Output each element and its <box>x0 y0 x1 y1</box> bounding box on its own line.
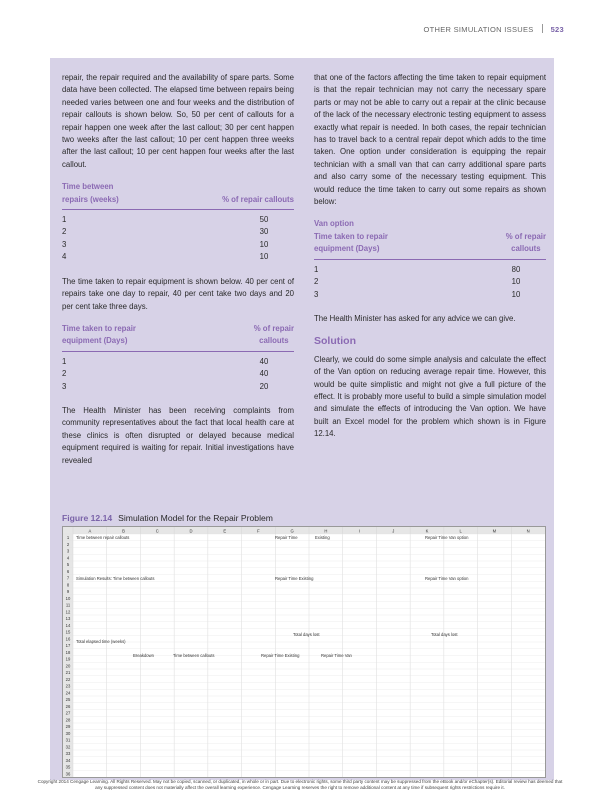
table-rule <box>314 259 546 260</box>
table-row <box>62 251 294 263</box>
row-number: 32 <box>65 744 71 750</box>
copyright-footer: Copyright 2014 Cengage Learning. All Rights Reserved. May not be copied, scanned, or duplicated, in whole or in part. Due to electronic rights, some third party content may be suppressed from the eBook and/or eChapter(s). Editorial review has deemed that any suppressed content does not materially affect the overall learning experience. Cengage Learning reserves the right to remove additional content at any time if subsequent rights restrictions require it. <box>37 779 563 790</box>
header-line: repairs (weeks) <box>62 194 119 204</box>
row-number: 30 <box>65 730 71 736</box>
cell: 20 <box>259 381 269 391</box>
row-number: 31 <box>65 737 71 743</box>
solution-heading: Solution <box>314 335 356 348</box>
row-number: 17 <box>65 643 71 649</box>
cell: 3 <box>314 289 319 299</box>
row-number: 9 <box>66 589 70 595</box>
column-letter: N <box>526 528 530 534</box>
sheet-label: Time between repair callouts <box>76 535 130 540</box>
column-letter: G <box>290 528 294 534</box>
table-row <box>62 381 294 393</box>
sheet-label: Total elapsed time (weeks) <box>76 639 126 644</box>
row-number: 13 <box>65 616 71 622</box>
left-paragraph-3: The Health Minister has been receiving complaints from community representatives about the fact that local health care at these clinics is often disrupted or delayed because medical equipment required is waiting for repair. Initial investigations have revealed <box>62 405 294 465</box>
header-line: % of repair <box>253 323 294 333</box>
van-option-table <box>314 218 546 300</box>
cell: 10 <box>511 289 521 299</box>
column-letter: K <box>425 528 429 534</box>
column-header-bar <box>63 527 545 534</box>
sheet-label: Repair Time <box>275 535 298 540</box>
row-number: 15 <box>65 629 71 635</box>
spreadsheet-figure <box>62 526 546 778</box>
sheet-label: Total days lost <box>293 632 320 637</box>
cell: 10 <box>259 239 269 249</box>
right-paragraph-1: that one of the factors affecting the time taken to repair equipment is that the repair technician may not carry the necessary spare parts or may not be able to carry out a repair at the clinic because of the lack of the necessary electronic testing equipment to assess exactly what repair is needed. In both cases, the repair technician has to travel back to a central repair depot which adds to the time taken. One option under consideration is equipping the repair technician with a small van that can carry additional spare parts and also carry some of the necessary testing equipment. This would reduce the time taken to carry out some repairs as shown below: <box>314 73 546 207</box>
sheet-label: Existing <box>315 535 330 540</box>
table-row <box>62 226 294 238</box>
header-line: % of repair <box>505 231 546 241</box>
cell: 3 <box>62 381 67 391</box>
cell: 10 <box>259 252 269 262</box>
header-line: Time between <box>62 182 114 192</box>
row-number: 22 <box>65 676 71 682</box>
table-row <box>62 214 294 226</box>
van-table-header <box>314 231 546 256</box>
row-number: 24 <box>65 690 71 696</box>
left-paragraph-2: The time taken to repair equipment is shown below. 40 per cent of repairs take one day to repair, 40 per cent take two days and 20 per cent take three days. <box>62 276 294 311</box>
callout-table-header <box>62 181 294 206</box>
row-number: 23 <box>65 683 71 689</box>
cell: 50 <box>259 215 269 225</box>
table-rule <box>62 209 294 210</box>
table-row <box>314 276 546 288</box>
row-number: 20 <box>65 663 71 669</box>
header-line: equipment (Days) <box>62 336 128 346</box>
row-number: 21 <box>65 670 71 676</box>
column-letter: J <box>392 528 395 534</box>
table-rule <box>62 351 294 352</box>
sheet-label: Total days lost <box>431 632 458 637</box>
row-number: 2 <box>66 541 70 547</box>
right-paragraph-3: Clearly, we could do some simple analysis and calculate the effect of the Van option on reducing average repair time. However, this would be quite simplistic and might not give a full picture of the effect. It is probably more useful to build a simple simulation model and simulate the effects of introducing the Van option. We have built an Excel model for the problem which shown is in Figure 12.14. <box>314 354 546 439</box>
cell: 4 <box>62 252 67 262</box>
row-number: 36 <box>65 771 71 777</box>
header-line: Time taken to repair <box>62 323 136 333</box>
sheet-label: Repair Time Existing <box>275 576 314 581</box>
running-header <box>423 24 564 34</box>
right-paragraph-2: The Health Minister has asked for any advice we can give. <box>314 313 516 323</box>
table-row <box>62 239 294 251</box>
cell: 30 <box>259 227 269 237</box>
table-row <box>314 264 546 276</box>
repair-table-col2-header <box>254 323 294 348</box>
cell: 1 <box>62 356 67 366</box>
cell: 3 <box>62 239 67 249</box>
callout-table-col2-header: % of repair callouts <box>222 194 294 204</box>
left-paragraph-1: repair, the repair required and the availability of spare parts. Some data have been collected. The elapsed time between repairs being needed varies between one and four weeks and the distribution of repair callouts is shown below. So, 50 per cent of callouts for a repair happen one week after the last callout; 30 per cent happen two weeks after the last callout; 10 per cent happen three weeks after the last callout; 10 per cent happen four weeks after the last callout. <box>62 73 294 169</box>
cell: 1 <box>314 264 319 274</box>
column-letter: L <box>459 528 462 534</box>
column-letter: D <box>189 528 193 534</box>
column-letter: F <box>257 528 260 534</box>
header-divider <box>542 24 543 33</box>
row-number: 28 <box>65 717 71 723</box>
sheet-label: Repair Time Van <box>321 653 352 658</box>
column-letter: H <box>324 528 328 534</box>
cell: 10 <box>511 277 521 287</box>
van-option-title: Van option <box>314 219 354 229</box>
column-letter: E <box>223 528 227 534</box>
row-number: 1 <box>66 535 70 541</box>
cell: 80 <box>511 264 521 274</box>
row-number: 35 <box>65 764 71 770</box>
column-letter: M <box>492 528 497 534</box>
van-table-col2-header <box>506 231 546 256</box>
figure-title: Simulation Model for the Repair Problem <box>118 513 273 523</box>
figure-caption <box>62 513 273 523</box>
figure-label: Figure 12.14 <box>62 513 113 523</box>
sheet-label: Repair Time Van option <box>425 535 469 540</box>
section-title: OTHER SIMULATION ISSUES <box>423 25 534 34</box>
repair-time-table <box>62 323 294 393</box>
table-row <box>62 356 294 368</box>
cell: 2 <box>314 277 319 287</box>
sheet-label: Repair Time Existing <box>261 653 300 658</box>
column-letter: I <box>358 528 361 534</box>
van-table-col1-header <box>314 231 388 256</box>
column-letter: A <box>88 528 92 534</box>
sheet-label: Time between callouts <box>173 653 215 658</box>
row-number: 26 <box>65 703 71 709</box>
row-number: 18 <box>65 649 71 655</box>
row-number: 3 <box>66 548 70 554</box>
cell: 40 <box>259 356 269 366</box>
row-number: 27 <box>65 710 71 716</box>
page-number: 523 <box>550 25 564 34</box>
cell: 1 <box>62 215 67 225</box>
repair-table-header <box>62 323 294 348</box>
table-row <box>62 368 294 380</box>
row-number: 16 <box>65 636 71 642</box>
column-letter: B <box>122 528 125 534</box>
sheet-label: Repair Time Van option <box>425 576 469 581</box>
row-number: 4 <box>66 555 70 561</box>
row-number: 34 <box>65 757 71 763</box>
cell: 2 <box>62 227 67 237</box>
header-line: equipment (Days) <box>314 244 380 254</box>
repair-table-col1-header <box>62 323 136 348</box>
row-number: 6 <box>66 568 70 574</box>
row-number: 14 <box>65 622 71 628</box>
cell: 2 <box>62 369 67 379</box>
row-number: 19 <box>65 656 71 662</box>
left-column <box>62 72 294 477</box>
row-number: 12 <box>65 609 71 615</box>
row-number: 5 <box>66 562 70 568</box>
table-row <box>314 289 546 301</box>
row-number: 11 <box>65 602 71 608</box>
row-number: 29 <box>65 724 71 730</box>
callout-table <box>62 181 294 263</box>
cell: 40 <box>259 369 269 379</box>
header-line: Time taken to repair <box>314 231 388 241</box>
row-number: 10 <box>65 595 71 601</box>
header-line: callouts <box>511 244 541 254</box>
column-letter: C <box>155 528 159 534</box>
row-number: 8 <box>66 582 70 588</box>
row-number: 7 <box>66 575 70 581</box>
sheet-label: Simulation Results: Time between callouts <box>76 576 155 581</box>
row-number: 25 <box>65 697 71 703</box>
row-number: 33 <box>65 751 71 757</box>
spreadsheet-grid <box>63 527 545 777</box>
sheet-label: Breakdown <box>133 653 154 658</box>
right-column <box>314 72 546 451</box>
callout-table-col1-header <box>62 181 119 206</box>
header-line: callouts <box>259 336 289 346</box>
